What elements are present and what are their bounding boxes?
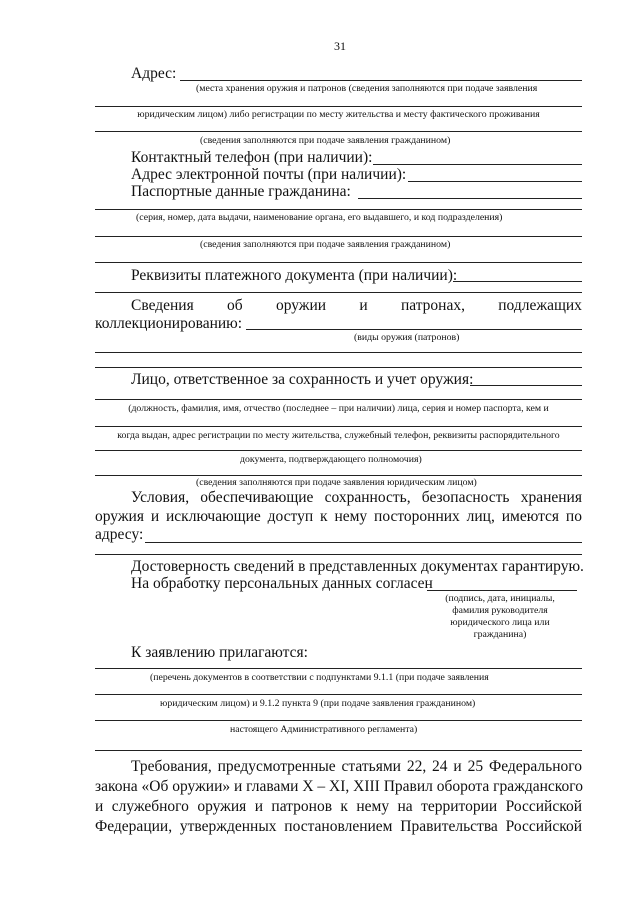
conditions-word: и bbox=[150, 508, 160, 525]
requirements-line-4: Федерации, утвержденных постановлением Правительства Российской bbox=[95, 818, 582, 835]
address-label: Адрес: bbox=[131, 65, 177, 82]
attachments-hint-1: (перечень документов в соответствии с подпунктами 9.1.1 (при подаче заявления bbox=[150, 672, 489, 683]
signature-hint-3: юридического лица или bbox=[450, 617, 550, 628]
conditions-line-3: адресу: bbox=[95, 526, 144, 543]
conditions-word: сохранность, bbox=[324, 489, 411, 506]
signature-field[interactable] bbox=[427, 590, 577, 591]
weapons-field[interactable] bbox=[246, 329, 582, 330]
conditions-word: обеспечивающие bbox=[200, 489, 314, 506]
passport-line-4[interactable] bbox=[95, 262, 582, 263]
conditions-address-field[interactable] bbox=[145, 542, 582, 543]
consent-label: На обработку персональных данных согласен bbox=[131, 575, 433, 592]
attachments-label: К заявлению прилагаются: bbox=[131, 644, 308, 661]
address-hint-3: (сведения заполняются при подаче заявления гражданином) bbox=[200, 135, 451, 146]
responsible-hint-2: когда выдан, адрес регистрации по месту жительства, служебный телефон, реквизиты распорядительного bbox=[117, 430, 560, 441]
payment-label: Реквизиты платежного документа (при наличии): bbox=[131, 267, 458, 284]
attachments-line-2[interactable] bbox=[95, 694, 582, 695]
weapons-word: патронах, bbox=[400, 297, 465, 314]
conditions-word: нему bbox=[334, 508, 368, 525]
page-number: 31 bbox=[334, 39, 346, 53]
attachments-line-3[interactable] bbox=[95, 720, 582, 721]
responsible-label: Лицо, ответственное за сохранность и учет оружия: bbox=[131, 371, 474, 388]
address-line-3[interactable] bbox=[95, 131, 582, 132]
responsible-line-5[interactable] bbox=[95, 475, 582, 476]
responsible-line-2[interactable] bbox=[95, 399, 582, 400]
weapons-hint: (виды оружия (патронов) bbox=[354, 332, 460, 343]
conditions-word: Условия, bbox=[131, 489, 190, 506]
conditions-word: по bbox=[565, 508, 582, 525]
payment-field[interactable] bbox=[453, 281, 582, 282]
conditions-word: к bbox=[320, 508, 328, 525]
responsible-hint-1: (должность, фамилия, имя, отчество (последнее – при наличии) лица, серия и номер паспорта, кем и bbox=[128, 403, 549, 414]
attachments-hint-3: настоящего Административного регламента) bbox=[230, 724, 418, 735]
conditions-word: посторонних bbox=[374, 508, 460, 525]
conditions-word: хранения bbox=[520, 489, 582, 506]
conditions-word: лиц, bbox=[466, 508, 495, 525]
responsible-line-3[interactable] bbox=[95, 426, 582, 427]
conditions-line-2 bbox=[95, 509, 582, 525]
weapons-word: подлежащих bbox=[498, 297, 582, 314]
address-hint-1: (места хранения оружия и патронов (сведения заполняются при подаче заявления bbox=[196, 83, 538, 94]
address-field-line[interactable] bbox=[180, 80, 582, 81]
conditions-word: исключающие bbox=[166, 508, 261, 525]
passport-line-3[interactable] bbox=[95, 236, 582, 237]
address-line-2[interactable] bbox=[95, 106, 582, 107]
responsible-hint-4: (сведения заполняются при подаче заявления юридическим лицом) bbox=[196, 477, 477, 488]
passport-hint-2: (сведения заполняются при подаче заявления гражданином) bbox=[200, 239, 451, 250]
attachments-line-4[interactable] bbox=[95, 750, 582, 751]
reliability-statement: Достоверность сведений в представленных документах гарантирую. bbox=[131, 558, 584, 575]
weapons-line-4[interactable] bbox=[95, 367, 582, 368]
email-label: Адрес электронной почты (при наличии): bbox=[131, 166, 407, 183]
conditions-word: безопасность bbox=[421, 489, 510, 506]
weapons-line-1 bbox=[131, 298, 582, 314]
weapons-line-2: коллекционированию: bbox=[95, 315, 243, 332]
conditions-word: имеются bbox=[501, 508, 560, 525]
requirements-line-2: закона «Об оружии» и главами X – XI, XIII Правил оборота гражданского bbox=[95, 778, 583, 795]
responsible-line-4[interactable] bbox=[95, 450, 582, 451]
passport-hint-1: (серия, номер, дата выдачи, наименование органа, его выдавшего, и код подразделения) bbox=[136, 212, 503, 223]
passport-line-2[interactable] bbox=[95, 209, 582, 210]
weapons-word: и bbox=[359, 297, 368, 314]
passport-label: Паспортные данные гражданина: bbox=[131, 183, 351, 200]
payment-line-2[interactable] bbox=[95, 292, 582, 293]
weapons-line-3[interactable] bbox=[95, 352, 582, 353]
responsible-field[interactable] bbox=[470, 385, 582, 386]
responsible-hint-3: документа, подтверждающего полномочия) bbox=[240, 454, 422, 465]
contact-phone-label: Контактный телефон (при наличии): bbox=[131, 149, 373, 166]
weapons-word: оружии bbox=[275, 297, 327, 314]
weapons-word: об bbox=[227, 297, 243, 314]
requirements-line-1: Требования, предусмотренные статьями 22, 24 и 25 Федерального bbox=[131, 758, 582, 775]
conditions-word: оружия bbox=[95, 508, 144, 525]
signature-hint-2: фамилия руководителя bbox=[452, 605, 548, 616]
attachments-hint-2: юридическим лицом) и 9.1.2 пункта 9 (при подаче заявления гражданином) bbox=[160, 698, 476, 709]
conditions-line-4[interactable] bbox=[95, 554, 582, 555]
weapons-word: Сведения bbox=[131, 297, 194, 314]
signature-hint-4: гражданина) bbox=[473, 629, 527, 640]
passport-field[interactable] bbox=[358, 198, 582, 199]
conditions-line-1 bbox=[131, 490, 582, 506]
requirements-line-3: и служебного оружия и патронов к нему на территории Российской bbox=[95, 798, 582, 815]
email-field[interactable] bbox=[408, 181, 582, 182]
address-hint-2: юридическим лицом) либо регистрации по месту жительства и месту фактического проживания bbox=[137, 109, 540, 120]
contact-phone-field[interactable] bbox=[373, 164, 582, 165]
conditions-word: доступ bbox=[267, 508, 314, 525]
signature-hint-1: (подпись, дата, инициалы, bbox=[445, 593, 555, 604]
attachments-line-1[interactable] bbox=[95, 668, 582, 669]
